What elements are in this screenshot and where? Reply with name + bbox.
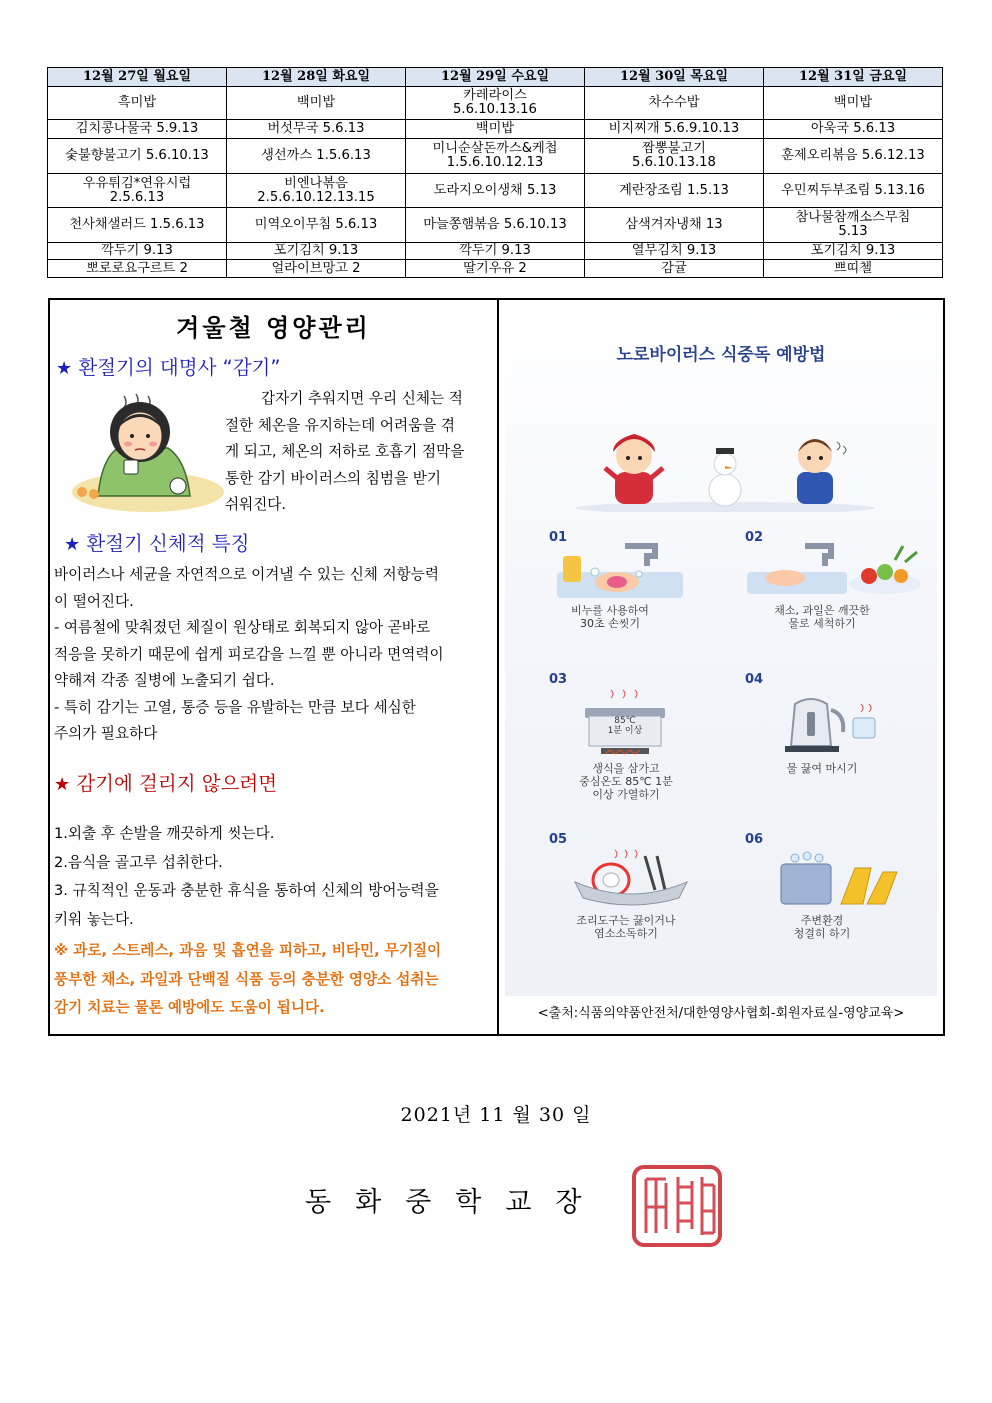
menu-cell: 천사채샐러드 1.5.6.13 bbox=[48, 208, 227, 243]
section1-heading bbox=[56, 352, 280, 380]
menu-cell: 생선까스 1.5.6.13 bbox=[227, 139, 406, 174]
vegetable-washing-icon bbox=[745, 542, 925, 602]
menu-cell: 열무김치 9.13 bbox=[585, 243, 764, 260]
menu-row-kimchi bbox=[48, 243, 943, 260]
step-caption: 물 끓여 마시기 bbox=[786, 762, 858, 775]
star-icon: ★ bbox=[64, 534, 81, 555]
menu-cell: 미니순살돈까스&케첩 1.5.6.10.12.13 bbox=[406, 139, 585, 174]
step-caption: 채소, 과일은 깨끗한 물로 세척하기 bbox=[774, 604, 870, 630]
menu-header-fri: 12월 31일 금요일 bbox=[764, 68, 943, 87]
section2-heading-text: 환절기 신체적 특징 bbox=[86, 532, 250, 555]
menu-cell: 훈제오리볶음 5.6.12.13 bbox=[764, 139, 943, 174]
text-line: 키워 놓는다. bbox=[54, 910, 134, 928]
step-caption: 주변환경 청결히 하기 bbox=[793, 914, 851, 940]
menu-row-side1 bbox=[48, 174, 943, 208]
norovirus-panel bbox=[499, 300, 943, 1034]
panel-title: 겨울철 영양관리 bbox=[176, 314, 371, 342]
menu-cell: 흑미밥 bbox=[48, 87, 227, 120]
boiling-utensils-icon bbox=[571, 846, 691, 912]
menu-cell: 포기김치 9.13 bbox=[227, 243, 406, 260]
text-line: 주의가 필요하다 bbox=[54, 725, 158, 742]
menu-cell: 버섯무국 5.6.13 bbox=[227, 120, 406, 139]
menu-header-mon: 12월 27일 월요일 bbox=[48, 68, 227, 87]
menu-cell: 백미밥 bbox=[406, 120, 585, 139]
menu-cell: 우유튀김*연유시럽 2.5.6.13 bbox=[48, 174, 227, 208]
text-line: 이 떨어진다. bbox=[54, 592, 134, 610]
menu-cell: 카레라이스 5.6.10.13.16 bbox=[406, 87, 585, 120]
menu-cell: 깍두기 9.13 bbox=[406, 243, 585, 260]
menu-cell: 계란장조림 1.5.13 bbox=[585, 174, 764, 208]
text-line: - 여름철에 맞춰졌던 체질이 원상태로 회복되지 않아 곧바로 bbox=[54, 619, 431, 636]
text-line: 통한 감기 바이러스의 침범을 받기 bbox=[225, 469, 441, 487]
menu-cell: 포기김치 9.13 bbox=[764, 243, 943, 260]
section3-heading bbox=[54, 768, 277, 796]
step-number: 05 bbox=[549, 832, 568, 847]
cleaning-icon bbox=[775, 850, 905, 910]
kettle-icon bbox=[777, 690, 887, 756]
menu-header-row bbox=[48, 68, 943, 87]
menu-cell: 쁘띠첼 bbox=[764, 260, 943, 278]
step-number: 04 bbox=[745, 672, 764, 687]
step-number: 03 bbox=[549, 672, 568, 687]
step-number: 01 bbox=[549, 530, 568, 545]
star-icon: ★ bbox=[54, 774, 71, 795]
menu-cell: 백미밥 bbox=[227, 87, 406, 120]
menu-cell: 짬뽕불고기 5.6.10.13.18 bbox=[585, 139, 764, 174]
menu-cell: 차수수밥 bbox=[585, 87, 764, 120]
menu-header-wed: 12월 29일 수요일 bbox=[406, 68, 585, 87]
text-line: 바이러스나 세균을 자연적으로 이겨낼 수 있는 신체 저항능력 bbox=[54, 566, 439, 583]
section2-heading bbox=[64, 528, 249, 556]
text-line: 게 되고, 체온의 저하로 호흡기 점막을 bbox=[225, 443, 465, 460]
section3-body bbox=[54, 820, 494, 934]
menu-cell: 백미밥 bbox=[764, 87, 943, 120]
text-line: 풍부한 채소, 과일과 단백질 식품 등의 충분한 영양소 섭취는 bbox=[54, 970, 439, 988]
menu-cell: 얼라이브망고 2 bbox=[227, 260, 406, 278]
step-caption: 조리도구는 끓이거나 염소소독하기 bbox=[576, 914, 676, 940]
menu-cell: 비지찌개 5.6.9.10.13 bbox=[585, 120, 764, 139]
step-number: 06 bbox=[745, 832, 764, 847]
star-icon: ★ bbox=[56, 358, 73, 379]
menu-cell: 미역오이무침 5.6.13 bbox=[227, 208, 406, 243]
menu-header-thu: 12월 30일 목요일 bbox=[585, 68, 764, 87]
step-caption: 비누를 사용하여 30초 손씻기 bbox=[571, 604, 649, 630]
menu-cell: 숯불향불고기 5.6.10.13 bbox=[48, 139, 227, 174]
text-line: 3. 규칙적인 운동과 충분한 휴식을 통하여 신체의 방어능력을 bbox=[54, 882, 439, 899]
menu-cell: 우민찌두부조림 5.13.16 bbox=[764, 174, 943, 208]
menu-cell: 뽀로로요구르트 2 bbox=[48, 260, 227, 278]
winter-nutrition-panel bbox=[50, 300, 499, 1034]
source-credit: <출처:식품의약품안전처/대한영양사협회-회원자료실-영양교육> bbox=[537, 1006, 905, 1021]
section1-heading-text: 환절기의 대명사 “감기” bbox=[78, 356, 281, 379]
text-line: 약해져 각종 질병에 노출되기 쉽다. bbox=[54, 672, 275, 689]
section1-body bbox=[225, 386, 495, 519]
menu-row-rice bbox=[48, 87, 943, 120]
section2-body bbox=[54, 562, 494, 748]
text-line: 갑자기 추워지면 우리 신체는 적 bbox=[261, 390, 463, 407]
text-line: 감기 치료는 물론 예방에도 도움이 됩니다. bbox=[54, 999, 325, 1016]
step-number: 02 bbox=[745, 530, 764, 545]
menu-table bbox=[47, 67, 943, 278]
menu-cell: 참나물참깨소스무침 5.13 bbox=[764, 208, 943, 243]
menu-cell: 비엔나볶음 2.5.6.10.12.13.15 bbox=[227, 174, 406, 208]
official-seal-stamp bbox=[630, 1163, 724, 1249]
menu-header-tue: 12월 28일 화요일 bbox=[227, 68, 406, 87]
sick-person-illustration bbox=[58, 388, 224, 514]
text-line: 적응을 못하기 때문에 쉽게 피로감을 느낄 뿐 아니라 면역력이 bbox=[54, 645, 444, 663]
menu-row-dessert bbox=[48, 260, 943, 278]
pot-temperature-label: 85℃ 1분 이상 bbox=[607, 716, 643, 736]
menu-cell: 아욱국 5.6.13 bbox=[764, 120, 943, 139]
text-line: - 특히 감기는 고열, 통증 등을 유발하는 만큼 보다 세심한 bbox=[54, 698, 416, 716]
menu-cell: 도라지오이생채 5.13 bbox=[406, 174, 585, 208]
warning-note bbox=[54, 937, 494, 1023]
handwashing-icon bbox=[555, 542, 685, 602]
winter-kids-illustration bbox=[565, 422, 885, 512]
menu-cell: 마늘쫑햄볶음 5.6.10.13 bbox=[406, 208, 585, 243]
menu-cell: 삼색겨자냉채 13 bbox=[585, 208, 764, 243]
document-date: 2021년 11 월 30 일 bbox=[400, 1104, 592, 1126]
step-caption: 생식을 삼가고 중심온도 85℃ 1분 이상 가열하기 bbox=[579, 762, 673, 801]
text-line: 절한 체온을 유지하는데 어려움을 겪 bbox=[225, 416, 456, 434]
menu-cell: 감귤 bbox=[585, 260, 764, 278]
school-principal-signature: 동화중학교장 bbox=[305, 1187, 606, 1218]
menu-cell: 김치콩나물국 5.9.13 bbox=[48, 120, 227, 139]
text-line: ※ 과로, 스트레스, 과음 및 흡연을 피하고, 비타민, 무기질이 bbox=[54, 942, 442, 959]
nutrition-info-box bbox=[48, 298, 945, 1036]
menu-cell: 딸기우유 2 bbox=[406, 260, 585, 278]
menu-row-side2 bbox=[48, 208, 943, 243]
menu-row-main bbox=[48, 139, 943, 174]
infographic-title: 노로바이러스 식중독 예방법 bbox=[616, 345, 826, 365]
text-line: 쉬워진다. bbox=[225, 496, 287, 513]
section3-heading-text: 감기에 걸리지 않으려면 bbox=[76, 772, 278, 795]
menu-row-soup bbox=[48, 120, 943, 139]
text-line: 2.음식을 골고루 섭취한다. bbox=[54, 853, 223, 871]
norovirus-infographic bbox=[505, 302, 937, 996]
menu-cell: 깍두기 9.13 bbox=[48, 243, 227, 260]
text-line: 1.외출 후 손발을 깨끗하게 씻는다. bbox=[54, 825, 275, 842]
